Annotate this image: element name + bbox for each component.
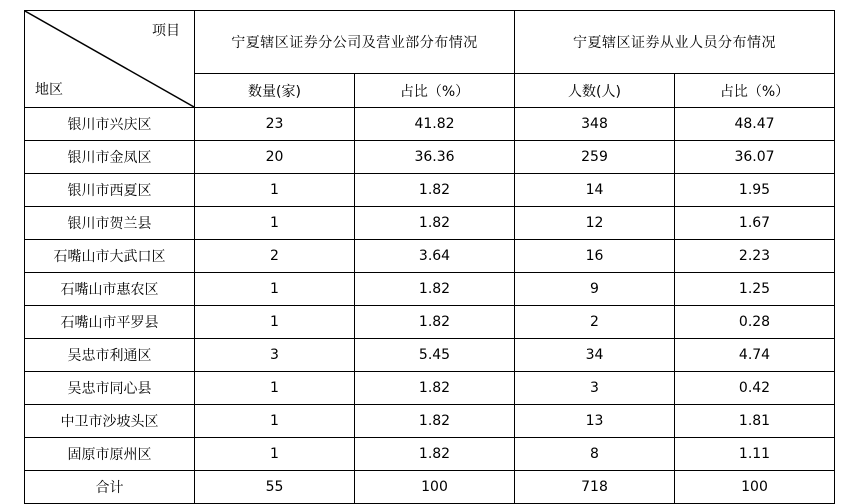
corner-column-label: 项目 [152, 23, 180, 39]
cell-branch-pct: 5.45 [355, 339, 515, 372]
cell-staff-count: 34 [515, 339, 675, 372]
table-row [25, 372, 835, 405]
cell-staff-pct: 1.11 [675, 438, 835, 471]
distribution-table [24, 10, 835, 504]
table-body [25, 108, 835, 504]
cell-staff-count: 16 [515, 240, 675, 273]
cell-region: 石嘴山市平罗县 [25, 306, 195, 339]
cell-staff-pct: 0.28 [675, 306, 835, 339]
table-row [25, 240, 835, 273]
cell-staff-count: 13 [515, 405, 675, 438]
cell-branch-count: 2 [195, 240, 355, 273]
table-header-row-groups [25, 11, 835, 74]
cell-region: 固原市原州区 [25, 438, 195, 471]
cell-branch-count: 1 [195, 372, 355, 405]
cell-region: 中卫市沙坡头区 [25, 405, 195, 438]
cell-branch-pct: 1.82 [355, 306, 515, 339]
cell-staff-pct: 48.47 [675, 108, 835, 141]
cell-branch-count: 1 [195, 207, 355, 240]
corner-row-label: 地区 [35, 82, 63, 98]
cell-staff-pct: 36.07 [675, 141, 835, 174]
cell-branch-pct: 1.82 [355, 174, 515, 207]
cell-region: 石嘴山市惠农区 [25, 273, 195, 306]
cell-branch-pct: 1.82 [355, 438, 515, 471]
cell-branch-pct: 36.36 [355, 141, 515, 174]
cell-total-label: 合计 [25, 471, 195, 504]
cell-branch-count: 1 [195, 174, 355, 207]
cell-staff-count: 9 [515, 273, 675, 306]
cell-branch-count: 20 [195, 141, 355, 174]
cell-branch-pct: 1.82 [355, 405, 515, 438]
cell-branch-pct: 3.64 [355, 240, 515, 273]
cell-branch-count: 23 [195, 108, 355, 141]
cell-staff-count: 259 [515, 141, 675, 174]
cell-total-staff-pct: 100 [675, 471, 835, 504]
cell-staff-pct: 4.74 [675, 339, 835, 372]
subheader-staff-pct: 占比（%） [675, 74, 835, 108]
cell-staff-count: 12 [515, 207, 675, 240]
cell-branch-count: 1 [195, 438, 355, 471]
cell-branch-count: 1 [195, 306, 355, 339]
cell-total-branch-pct: 100 [355, 471, 515, 504]
table-row [25, 108, 835, 141]
cell-total-staff-count: 718 [515, 471, 675, 504]
subheader-staff-count: 人数(人) [515, 74, 675, 108]
cell-region: 石嘴山市大武口区 [25, 240, 195, 273]
cell-region: 吴忠市利通区 [25, 339, 195, 372]
cell-branch-pct: 41.82 [355, 108, 515, 141]
table-row [25, 174, 835, 207]
cell-region: 银川市西夏区 [25, 174, 195, 207]
table-row [25, 438, 835, 471]
cell-staff-pct: 1.67 [675, 207, 835, 240]
cell-staff-pct: 1.95 [675, 174, 835, 207]
cell-staff-count: 2 [515, 306, 675, 339]
cell-branch-count: 3 [195, 339, 355, 372]
table-row [25, 405, 835, 438]
cell-branch-pct: 1.82 [355, 273, 515, 306]
cell-branch-pct: 1.82 [355, 207, 515, 240]
table-row [25, 141, 835, 174]
cell-branch-pct: 1.82 [355, 372, 515, 405]
cell-staff-pct: 1.81 [675, 405, 835, 438]
cell-staff-pct: 0.42 [675, 372, 835, 405]
cell-staff-count: 8 [515, 438, 675, 471]
subheader-branch-pct: 占比（%） [355, 74, 515, 108]
table-total-row [25, 471, 835, 504]
subheader-branch-count: 数量(家) [195, 74, 355, 108]
cell-branch-count: 1 [195, 273, 355, 306]
table-row [25, 306, 835, 339]
cell-region: 银川市兴庆区 [25, 108, 195, 141]
cell-total-branch-count: 55 [195, 471, 355, 504]
table-row [25, 207, 835, 240]
cell-staff-pct: 1.25 [675, 273, 835, 306]
cell-branch-count: 1 [195, 405, 355, 438]
table-row [25, 339, 835, 372]
cell-staff-count: 3 [515, 372, 675, 405]
cell-region: 银川市贺兰县 [25, 207, 195, 240]
cell-staff-pct: 2.23 [675, 240, 835, 273]
cell-region: 吴忠市同心县 [25, 372, 195, 405]
table-row [25, 273, 835, 306]
cell-region: 银川市金凤区 [25, 141, 195, 174]
group-header-branches: 宁夏辖区证券分公司及营业部分布情况 [195, 11, 515, 74]
cell-staff-count: 14 [515, 174, 675, 207]
group-header-staff: 宁夏辖区证券从业人员分布情况 [515, 11, 835, 74]
cell-staff-count: 348 [515, 108, 675, 141]
corner-header-cell [25, 11, 195, 108]
